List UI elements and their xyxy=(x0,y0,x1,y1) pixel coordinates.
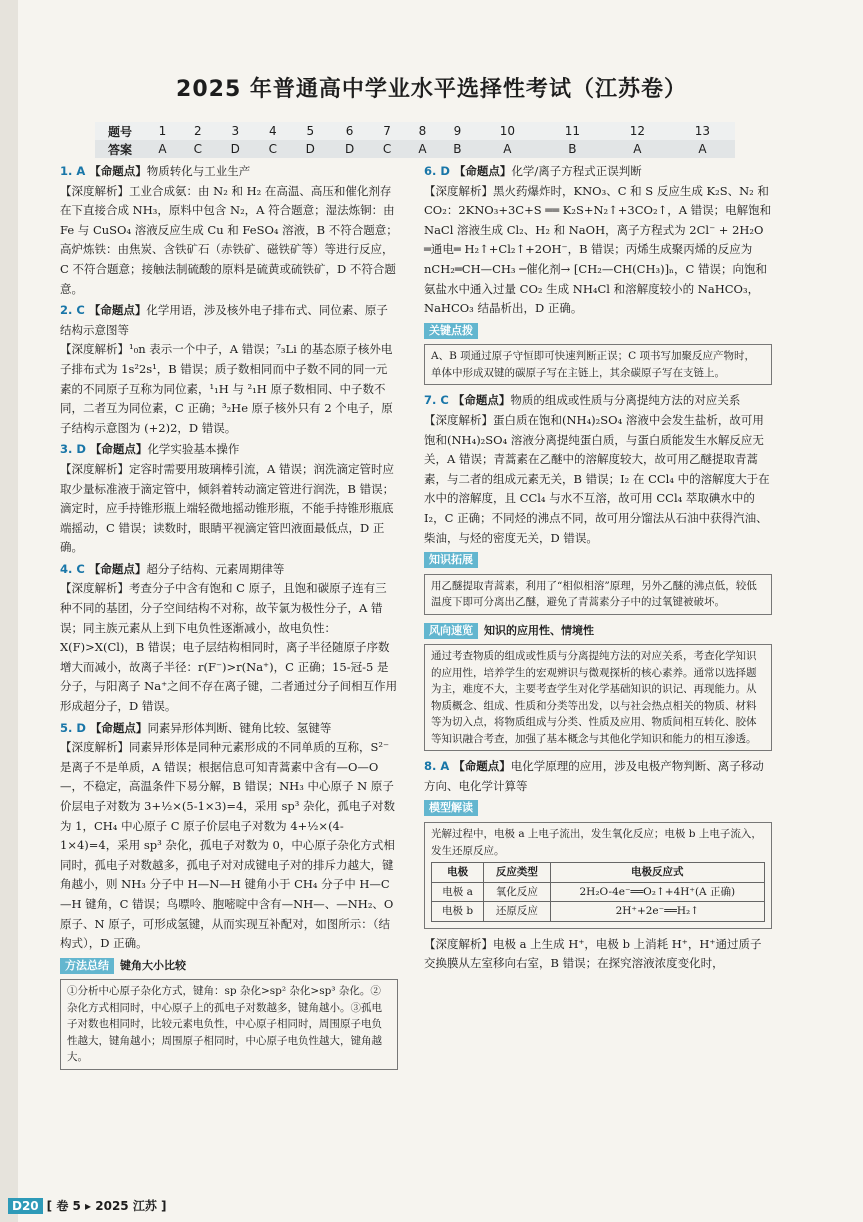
question-number-cell: 1 xyxy=(158,124,167,138)
question-number-cell: 11 xyxy=(564,124,581,138)
analysis-text: 【深度解析】¹₀n 表示一个中子，A 错误；⁷₃Li 的基态原子核外电子排布式为 1s²2s¹，B 错误；质子数相同而中子数不同的同一元素的不同原子互称为同位素，¹₁H 与 ²₁H 原子数相同、中子数不同，二者互为同位素，C 正确；³₂He 原子核外只有 2 个电子，原子结构示意图为 (+2)2，D 错误。 xyxy=(60,342,393,435)
question-explanation xyxy=(60,440,398,558)
table-header: 电极反应式 xyxy=(550,863,764,883)
answer-cell: D xyxy=(230,142,240,156)
question-explanation xyxy=(424,391,772,548)
tip-box xyxy=(424,574,772,615)
question-explanation xyxy=(60,719,398,954)
page-edge xyxy=(0,0,18,1222)
answer-cell: B xyxy=(453,142,462,156)
analysis-text: 【深度解析】电极 a 上生成 H⁺，电极 b 上消耗 H⁺，H⁺通过质子交换膜从左室移向右室，B 错误；在探究溶液浓度变化时， xyxy=(424,936,762,971)
answer-cell: D xyxy=(305,142,315,156)
tip-badge: 知识拓展 xyxy=(424,552,478,568)
topic-tag: 【命题点】 xyxy=(452,393,511,408)
page-footer xyxy=(8,1197,166,1214)
tip-subtitle: 键角大小比较 xyxy=(120,958,186,972)
topic-tag: 【命题点】 xyxy=(453,164,512,178)
topic-tag: 【命题点】 xyxy=(88,303,147,318)
table-header: 电极 xyxy=(432,863,484,883)
question-number-cell: 7 xyxy=(383,124,391,138)
answer-cell: C xyxy=(193,142,202,156)
topic-text: 同素异形体判断、键角比较、氢键等 xyxy=(147,720,332,735)
question-number-cell: 4 xyxy=(268,124,277,138)
answer-cell: A xyxy=(633,142,642,156)
question-explanation xyxy=(424,162,772,319)
topic-text: 化学用语，涉及核外电子排布式、同位素、原子结构示意图等 xyxy=(60,303,388,337)
topic-text: 物质的组成或性质与分离提纯方法的对应关系 xyxy=(510,393,741,408)
topic-text: 物质转化与工业生产 xyxy=(146,164,251,178)
table-cell: 氧化反应 xyxy=(484,882,550,902)
left-column xyxy=(60,162,398,1076)
answer-table xyxy=(95,122,735,158)
question-answer-label: 1. A xyxy=(60,164,90,178)
tip-text: 用乙醚提取青蒿素，利用了“相似相溶”原理，另外乙醚的沸点低，较低温度下即可分离出乙醚，避免了青蒿素分子中的过氧键被破坏。 xyxy=(431,579,757,609)
question-answer-label: 7. C xyxy=(424,393,453,408)
page-number: D20 xyxy=(8,1198,43,1214)
question-answer-label: 3. D xyxy=(60,442,90,457)
question-number-cell: 9 xyxy=(453,124,462,138)
tip-box xyxy=(424,822,772,929)
table-header: 反应类型 xyxy=(484,863,550,883)
tip-subtitle: 知识的应用性、情境性 xyxy=(484,623,594,637)
analysis-text: 【深度解析】定容时需要用玻璃棒引流，A 错误；润洗滴定管时应取少量标准液于滴定管中，倾斜着转动滴定管进行润洗，B 错误；滴定时，应手持锥形瓶上端轻微地摇动锥形瓶，不能手持锥形瓶底端摇动，C 错误；读数时，眼睛平视滴定管凹液面最低点，D 正确。 xyxy=(60,461,395,555)
answer-cell: A xyxy=(503,142,512,156)
analysis-text: 【深度解析】工业合成氨：由 N₂ 和 H₂ 在高温、高压和催化剂存在下直接合成 NH₃，原料中包含 N₂，A 符合题意；湿法炼铜：由 Fe 与 CuSO₄ 溶液反应生成 Cu 和 FeSO₄ 溶液，B 不符合题意；高炉炼铁：由焦炭、含铁矿石（赤铁矿、磁铁矿等）等进行反应，C 不符合题意；接触法制硫酸的原料是硫黄或硫铁矿，D 不符合题意。 xyxy=(60,183,398,296)
answer-cell: A xyxy=(418,142,427,156)
question-number-cell: 10 xyxy=(499,124,516,138)
page-title: 2025 年普通高中学业水平选择性考试（江苏卷） xyxy=(176,77,687,102)
answer-cell: A xyxy=(698,142,707,156)
question-explanation xyxy=(424,757,772,796)
question-number-cell: 2 xyxy=(193,124,202,138)
tip-text: 光解过程中，电极 a 上电子流出，发生氧化反应；电极 b 上电子流入，发生还原反应。 xyxy=(431,828,762,857)
tip-text: A、B 项通过原子守恒即可快速判断正误；C 项书写加聚反应产物时，单体中形成双键的碳原子写在主链上，其余碳原子写在支链上。 xyxy=(431,350,756,379)
analysis-text: 【深度解析】同素异形体是同种元素形成的不同单质的互称，S²⁻是离子不是单质，A 错误；根据信息可知青蒿素中含有—O—O—，不稳定，高温条件下易分解，B 错误；NH₃ 中心原子 N 原子价层电子对数为 3+½×(5-1×3)=4，采用 sp³ 杂化，孤电子对数为 1，CH₄ 中心原子 C 原子价层电子对数为 4+½×(4-1×4)=4，采用 sp³ 杂化，孤电子对数为 0，中心原子杂化方式相同时，孤电子对数越多，孤电子对对成键电子对的排斥力越大，键角越小，则 NH₃ 分子中 H—N—H 键角小于 CH₄ 分子中 H—C—H 键角，C 错误；鸟嘌呤、胞嘧啶中含有—NH—、—NH₂、O 原子、N 原子，可形成氢键，从而实现互补配对，如图所示：（结构式），D 正确。 xyxy=(60,740,395,951)
analysis-text: 【深度解析】蛋白质在饱和(NH₄)₂SO₄ 溶液中会发生盐析，故可用饱和(NH₄)₂SO₄ 溶液分离提纯蛋白质，与蛋白质能发生水解反应无关，A 错误；青蒿素在乙醚中的溶解度较大，故可用乙醚提取青蒿素，与二者的组成元素无关，B 错误；I₂ 在 CCl₄ 中的溶解度大于在水中的溶解度，且 CCl₄ 与水不互溶，故可用 CCl₄ 萃取碘水中的 I₂，C 正确；不同烃的沸点不同，故可用分馏法从石油中获得汽油、柴油，与烃的密度无关，D 错误。 xyxy=(424,412,770,545)
tip-badge: 方法总结 xyxy=(60,958,114,974)
footer-label: [ 卷 5 ▸ 2025 江苏 ] xyxy=(46,1199,167,1213)
tip-text: ①分析中心原子杂化方式，键角：sp 杂化>sp² 杂化>sp³ 杂化。②杂化方式相同时，中心原子上的孤电子对数越多，键角越小。③孤电子对数也相同时，比较元素电负性，中心原子相同时，周围原子电负性越大，键角越小；周围原子相同时，中心原子电负性越大，键角越大。 xyxy=(67,985,382,1064)
question-number-cell: 13 xyxy=(694,124,711,138)
tip-badge: 模型解读 xyxy=(424,800,478,816)
row-label-answer: 答案 xyxy=(107,142,132,157)
question-answer-label: 4. C xyxy=(60,561,89,576)
answer-cell: C xyxy=(382,142,392,156)
right-column xyxy=(424,162,772,976)
answer-cell: B xyxy=(568,142,577,156)
topic-text: 化学实验基本操作 xyxy=(147,442,240,457)
question-answer-label: 5. D xyxy=(60,720,90,735)
tip-block xyxy=(424,550,772,615)
analysis-text: 【深度解析】黑火药爆炸时，KNO₃、C 和 S 反应生成 K₂S、N₂ 和 CO₂：2KNO₃+3C+S ══ K₂S+N₂↑+3CO₂↑，A 错误；电解饱和 NaCl 溶液生成 Cl₂、H₂ 和 NaOH，离子方程式为 2Cl⁻ + 2H₂O ═通电═ H₂↑+Cl₂↑+2OH⁻，B 错误；丙烯生成聚丙烯的反应为 nCH₂═CH—CH₃ ─催化剂→ [CH₂—CH(CH₃)]ₙ，C 错误；向饱和氨盐水中通入过量 CO₂ 生成 NH₄Cl 和溶解度较小的 NaHCO₃，NaHCO₃ 结晶析出，D 正确。 xyxy=(424,183,772,316)
tip-box xyxy=(424,644,772,751)
answer-cell: C xyxy=(268,142,277,156)
table-row xyxy=(432,882,765,902)
table-row xyxy=(432,902,765,922)
topic-text: 超分子结构、元素周期律等 xyxy=(146,561,285,576)
topic-tag: 【命题点】 xyxy=(88,561,147,576)
electrode-table xyxy=(431,862,765,922)
tip-badge: 关键点拨 xyxy=(424,323,478,339)
tip-block xyxy=(424,321,772,386)
tip-box xyxy=(424,344,772,385)
tip-block xyxy=(424,798,772,928)
question-number-cell: 5 xyxy=(306,124,315,138)
question-number-cell: 3 xyxy=(231,124,240,138)
topic-tag: 【命题点】 xyxy=(89,720,148,735)
question-explanation xyxy=(60,162,398,299)
tip-badge: 风向速览 xyxy=(424,623,478,639)
answer-cell: A xyxy=(158,142,167,156)
row-label-number: 题号 xyxy=(107,124,132,139)
question-number-cell: 6 xyxy=(345,124,354,138)
table-cell: 电极 b xyxy=(432,902,484,922)
table-cell: 2H₂O-4e⁻══O₂↑+4H⁺(A 正确) xyxy=(550,882,764,902)
tip-block xyxy=(424,621,772,752)
question-answer-label: 8. A xyxy=(424,759,454,774)
tip-block xyxy=(60,956,398,1070)
question-number-cell: 8 xyxy=(418,124,427,138)
topic-tag: 【命题点】 xyxy=(89,164,147,178)
question-explanation xyxy=(424,935,772,974)
table-cell: 还原反应 xyxy=(484,902,550,922)
question-explanation xyxy=(60,301,398,438)
topic-text: 化学/离子方程式正误判断 xyxy=(511,164,642,178)
question-number-cell: 12 xyxy=(629,124,646,138)
topic-tag: 【命题点】 xyxy=(89,442,148,457)
topic-text: 电化学原理的应用，涉及电极产物判断、离子移动方向、电化学计算等 xyxy=(424,759,764,793)
topic-tag: 【命题点】 xyxy=(453,759,511,774)
answer-cell: D xyxy=(344,142,355,156)
table-cell: 2H⁺+2e⁻══H₂↑ xyxy=(550,902,764,922)
table-cell: 电极 a xyxy=(432,882,484,902)
question-answer-label: 2. C xyxy=(60,303,89,318)
tip-box xyxy=(60,979,398,1070)
analysis-text: 【深度解析】考查分子中含有饱和 C 原子，且饱和碳原子连有三种不同的基团，分子空间结构不对称，故苄氯为极性分子，A 错误；同主族元素从上到下电负性逐渐减小，故电负性：X(F)>X(Cl)，B 错误；电子层结构相同时，离子半径随原子序数增大而减小，故离子半径：r(F⁻)>r(Na⁺)，C 正确；15-冠-5 是分子，与阳离子 Na⁺之间不存在离子键，二者通过分子间相互作用形成超分子，D 错误。 xyxy=(60,581,398,714)
question-explanation xyxy=(60,560,398,717)
tip-text: 通过考查物质的组成或性质与分离提纯方法的对应关系，考查化学知识的应用性，培养学生的宏观辨识与微观探析的核心素养。通常以选择题为主，难度不大，主要考查学生对化学基础知识的识记、再现能力。从物质概念、组成、性质和分类等出发，以与社会热点相关的物质、材料等为切入点，将物质组成与分类、性质及应用、物质间相互转化、胶体等知识融合考查，加强了基本概念与其他化学知识和能力的相互渗透。 xyxy=(431,650,757,745)
question-answer-label: 6. D xyxy=(424,164,454,178)
